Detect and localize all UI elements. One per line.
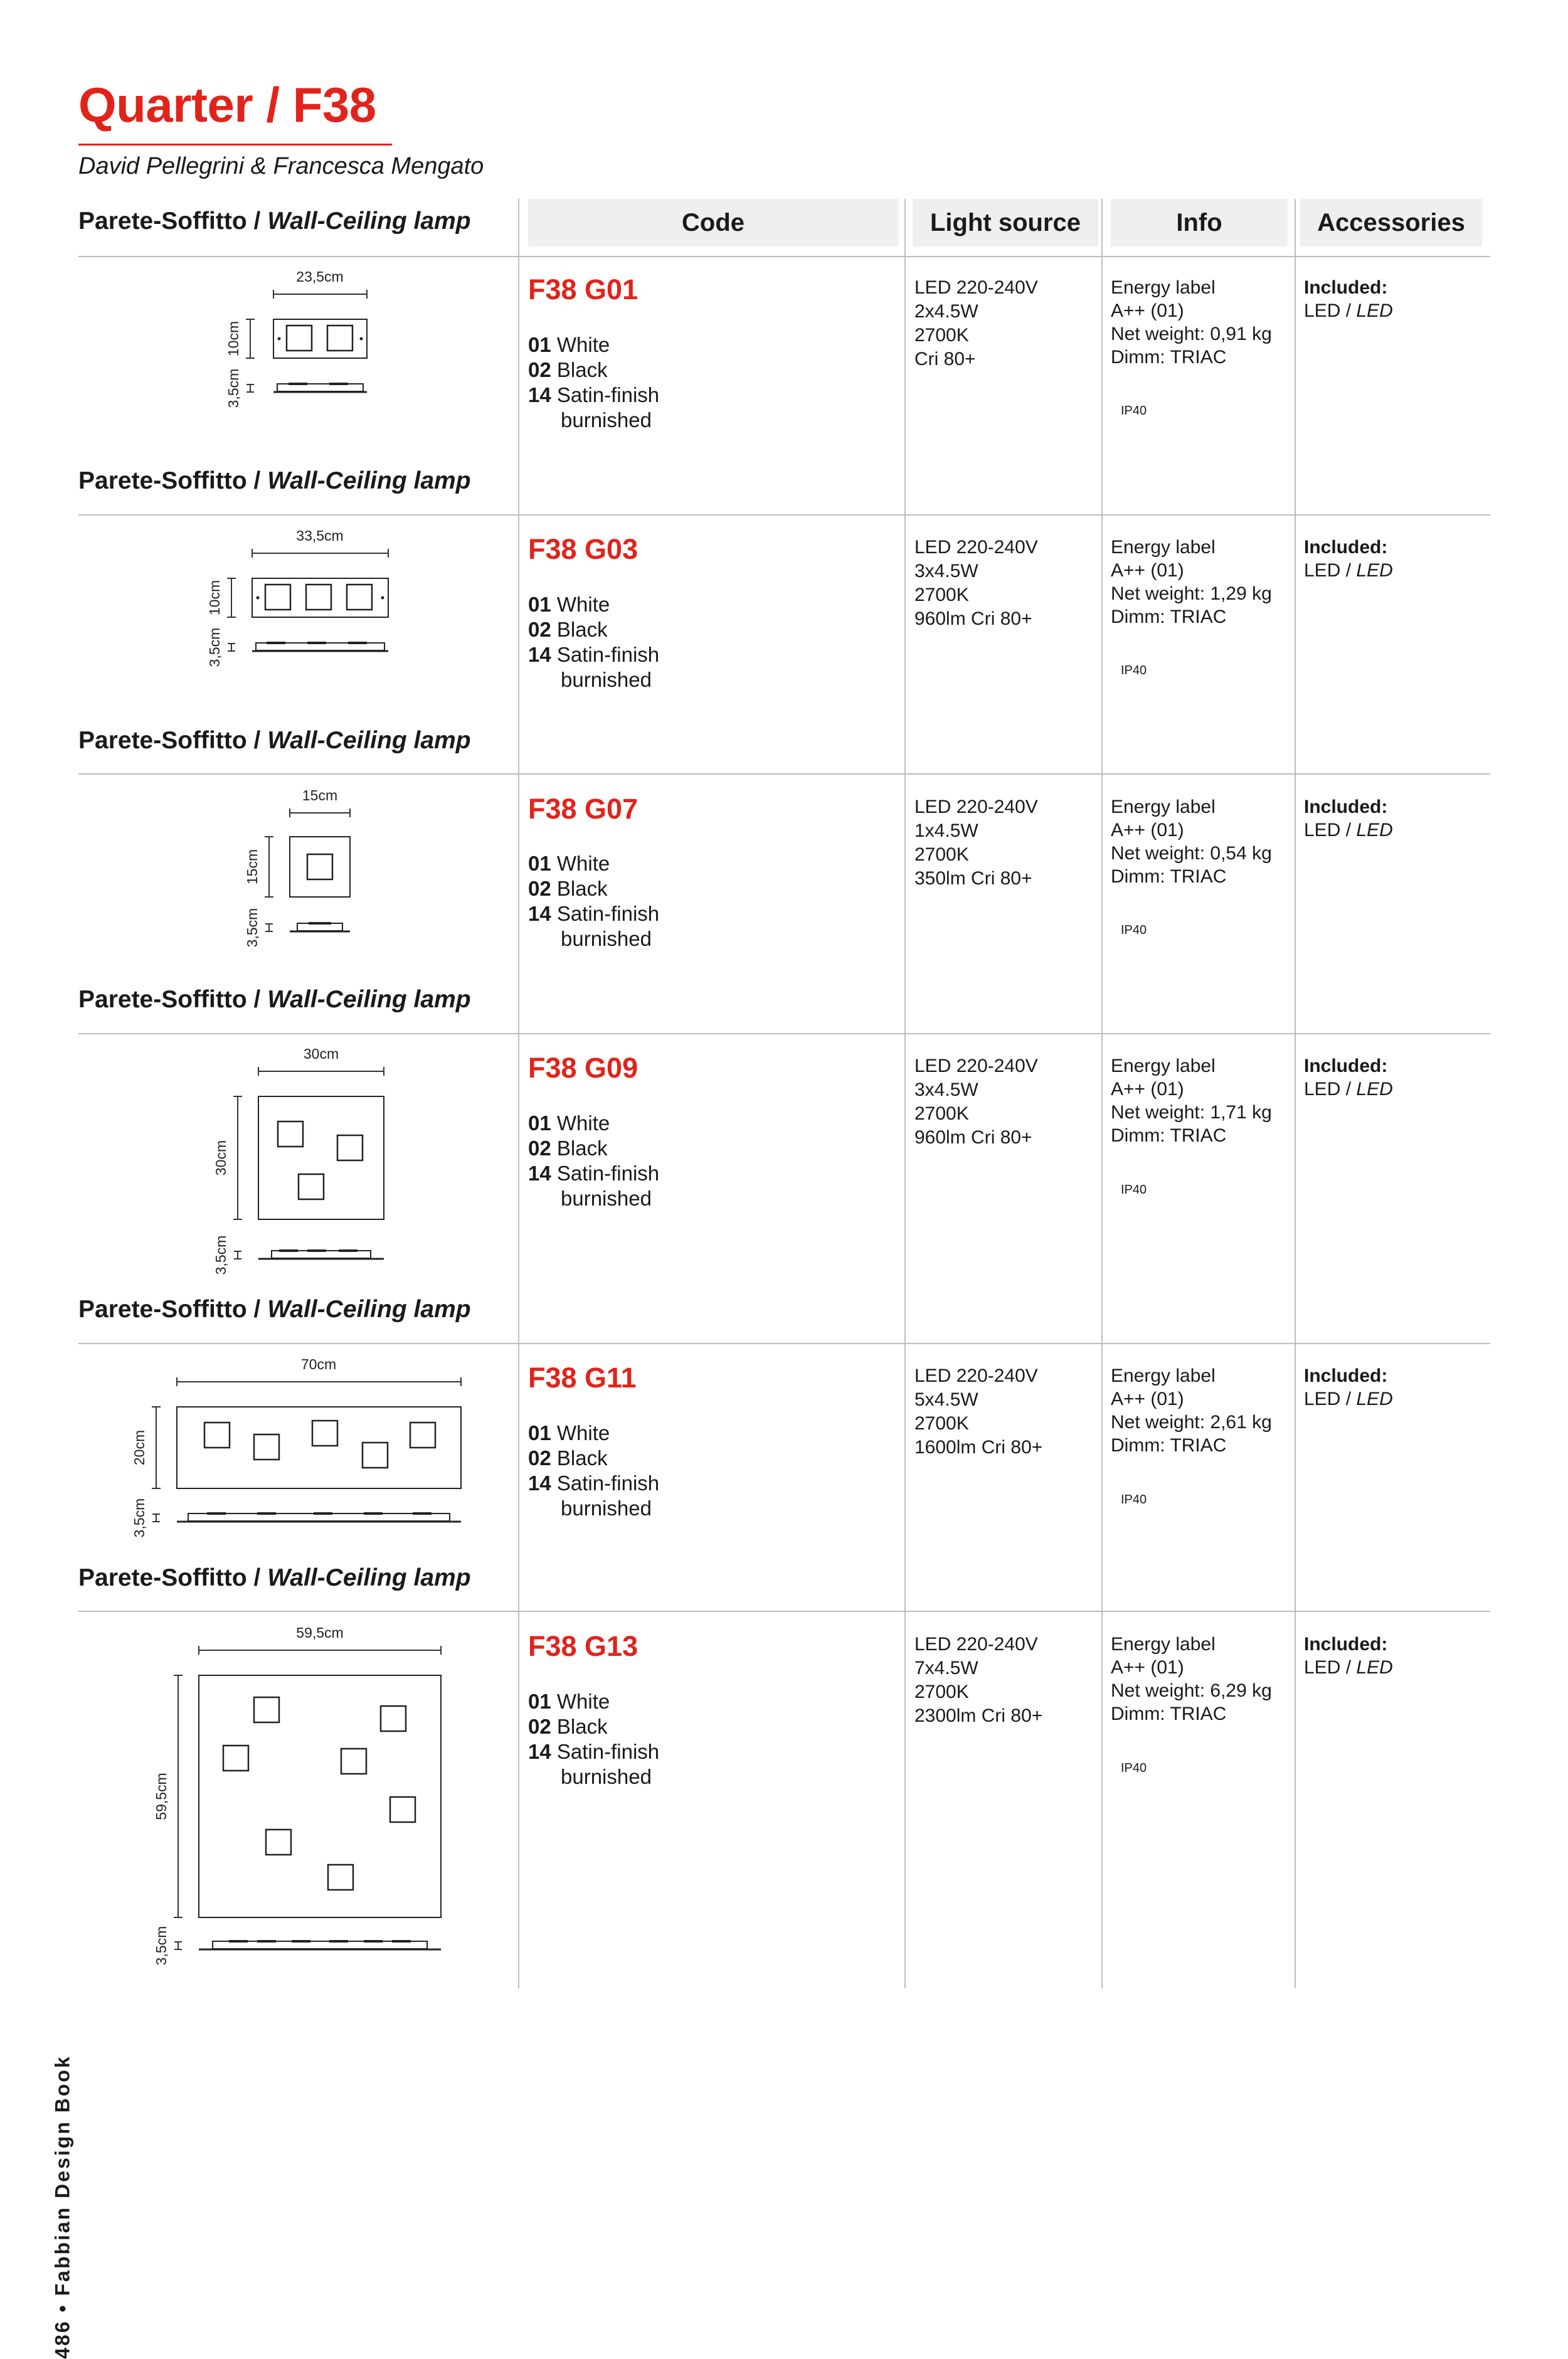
accessories: Included: LED / LED (1304, 1365, 1393, 1409)
svg-text:20cm: 20cm (131, 1429, 147, 1466)
category-label: Parete-Soffitto / Wall-Ceiling lamp (78, 208, 471, 235)
finish-item: 14 Satin-finish (528, 1471, 660, 1495)
row-divider (78, 1343, 1490, 1344)
finish-item: 02 Black (528, 1715, 608, 1738)
technical-drawing-f38-g09 (207, 1044, 408, 1282)
product-info: Energy label A++ (01) Net weight: 2,61 kg Dimm: TRIAC (1111, 1365, 1272, 1456)
ip-rating: IP40 (1121, 1761, 1147, 1775)
product-info: Energy label A++ (01) Net weight: 0,54 kg Dimm: TRIAC (1111, 797, 1272, 887)
svg-text:3,5cm: 3,5cm (225, 368, 241, 408)
light-source: LED 220-240V 3x4.5W 2700K 960lm Cri 80+ (914, 537, 1038, 629)
finish-item: 02 Black (528, 1446, 608, 1470)
column-header-accessories: Accessories (1300, 199, 1482, 247)
finish-item-continued: burnished (561, 1497, 652, 1520)
finish-item: 02 Black (528, 1137, 608, 1160)
svg-text:59,5cm: 59,5cm (153, 1773, 169, 1820)
product-info: Energy label A++ (01) Net weight: 1,71 kg Dimm: TRIAC (1111, 1056, 1272, 1146)
accessories: Included: LED / LED (1304, 277, 1393, 321)
svg-text:3,5cm: 3,5cm (153, 1926, 169, 1966)
column-header-code: Code (528, 199, 898, 247)
finish-list (528, 1689, 659, 1789)
product-code: F38 G09 (528, 1052, 638, 1084)
svg-text:59,5cm: 59,5cm (296, 1625, 344, 1641)
finish-item: 01 White (528, 1421, 610, 1445)
light-source: LED 220-240V 5x4.5W 2700K 1600lm Cri 80+ (914, 1365, 1043, 1458)
column-header-info: Info (1111, 199, 1288, 247)
finish-item: 02 Black (528, 877, 608, 900)
product-info: Energy label A++ (01) Net weight: 0,91 kg Dimm: TRIAC (1111, 277, 1272, 368)
finish-item-continued: burnished (561, 927, 652, 950)
ip-rating: IP40 (1121, 923, 1147, 937)
finish-list (528, 1111, 659, 1211)
finish-item: 01 White (528, 333, 610, 356)
finish-item: 14 Satin-finish (528, 383, 660, 406)
row-divider (78, 773, 1490, 775)
finish-item: 01 White (528, 1111, 610, 1135)
page-number: 486 (51, 2319, 74, 2359)
finish-item: 14 Satin-finish (528, 1162, 660, 1185)
category-label: Parete-Soffitto / Wall-Ceiling lamp (78, 1564, 471, 1591)
product-code: F38 G07 (528, 793, 638, 825)
svg-text:15cm: 15cm (302, 787, 338, 803)
light-source: LED 220-240V 3x4.5W 2700K 960lm Cri 80+ (914, 1056, 1038, 1148)
finish-item: 01 White (528, 593, 610, 616)
page-footer (51, 2055, 75, 2359)
technical-drawing-f38-g03 (201, 526, 408, 676)
svg-text:3,5cm: 3,5cm (131, 1498, 147, 1538)
product-info: Energy label A++ (01) Net weight: 1,29 kg Dimm: TRIAC (1111, 537, 1272, 627)
book-title: Fabbian Design Book (51, 2055, 74, 2296)
row-divider (78, 514, 1490, 516)
category-label: Parete-Soffitto / Wall-Ceiling lamp (78, 986, 471, 1013)
technical-drawing-f38-g11 (125, 1354, 477, 1555)
product-code: F38 G11 (528, 1362, 637, 1394)
svg-text:10cm: 10cm (206, 580, 223, 616)
finish-item-continued: burnished (561, 1765, 652, 1788)
category-label: Parete-Soffitto / Wall-Ceiling lamp (78, 467, 471, 494)
finish-list (528, 851, 659, 952)
row-divider (78, 256, 1490, 257)
finish-item: 01 White (528, 1690, 610, 1713)
column-divider (1101, 199, 1103, 1988)
svg-text:10cm: 10cm (225, 321, 241, 357)
finish-item: 14 Satin-finish (528, 643, 660, 666)
title-underline (78, 144, 392, 146)
product-info: Energy label A++ (01) Net weight: 6,29 kg Dimm: TRIAC (1111, 1634, 1272, 1724)
technical-drawing-f38-g01 (220, 267, 408, 417)
finish-item-continued: burnished (561, 668, 652, 691)
finish-list (528, 332, 659, 433)
finish-item-continued: burnished (561, 1187, 652, 1210)
designers: David Pellegrini & Francesca Mengato (78, 153, 484, 179)
svg-text:23,5cm: 23,5cm (296, 268, 344, 285)
column-header-light-source: Light source (913, 199, 1098, 247)
product-code: F38 G03 (528, 533, 638, 565)
svg-text:3,5cm: 3,5cm (244, 908, 260, 948)
finish-list (528, 1421, 659, 1521)
ip-rating: IP40 (1121, 664, 1147, 677)
accessories: Included: LED / LED (1304, 537, 1393, 581)
light-source: LED 220-240V 2x4.5W 2700K Cri 80+ (914, 277, 1038, 369)
finish-item: 14 Satin-finish (528, 1740, 660, 1763)
row-divider (78, 1611, 1490, 1612)
finish-item: 14 Satin-finish (528, 902, 660, 925)
finish-item-continued: burnished (561, 408, 652, 432)
category-label: Parete-Soffitto / Wall-Ceiling lamp (78, 1296, 471, 1323)
product-code: F38 G13 (528, 1630, 638, 1662)
finish-item: 02 Black (528, 618, 608, 641)
category-label: Parete-Soffitto / Wall-Ceiling lamp (78, 727, 471, 754)
accessories: Included: LED / LED (1304, 1634, 1393, 1678)
finish-item: 01 White (528, 852, 610, 875)
finish-item: 02 Black (528, 358, 608, 381)
svg-text:3,5cm: 3,5cm (206, 627, 223, 667)
page-title: Quarter / F38 (78, 77, 376, 132)
ip-rating: IP40 (1121, 404, 1147, 418)
svg-text:70cm: 70cm (300, 1356, 337, 1372)
product-code: F38 G01 (528, 273, 638, 305)
finish-list (528, 592, 659, 692)
light-source: LED 220-240V 1x4.5W 2700K 350lm Cri 80+ (914, 797, 1038, 889)
column-divider (518, 199, 519, 1988)
light-source: LED 220-240V 7x4.5W 2700K 2300lm Cri 80+ (914, 1634, 1043, 1726)
row-divider (78, 1033, 1490, 1034)
footer-bullet: • (51, 2303, 74, 2313)
technical-drawing-f38-g13 (147, 1623, 461, 1986)
svg-text:15cm: 15cm (244, 849, 260, 885)
technical-drawing-f38-g07 (238, 785, 376, 961)
svg-text:33,5cm: 33,5cm (296, 527, 344, 544)
ip-rating: IP40 (1121, 1183, 1147, 1197)
column-divider (904, 199, 906, 1988)
accessories: Included: LED / LED (1304, 797, 1393, 840)
svg-text:3,5cm: 3,5cm (213, 1235, 229, 1275)
svg-text:30cm: 30cm (303, 1046, 339, 1062)
accessories: Included: LED / LED (1304, 1056, 1393, 1100)
column-divider (1295, 199, 1296, 1988)
ip-rating: IP40 (1121, 1493, 1147, 1507)
svg-text:30cm: 30cm (213, 1140, 229, 1176)
